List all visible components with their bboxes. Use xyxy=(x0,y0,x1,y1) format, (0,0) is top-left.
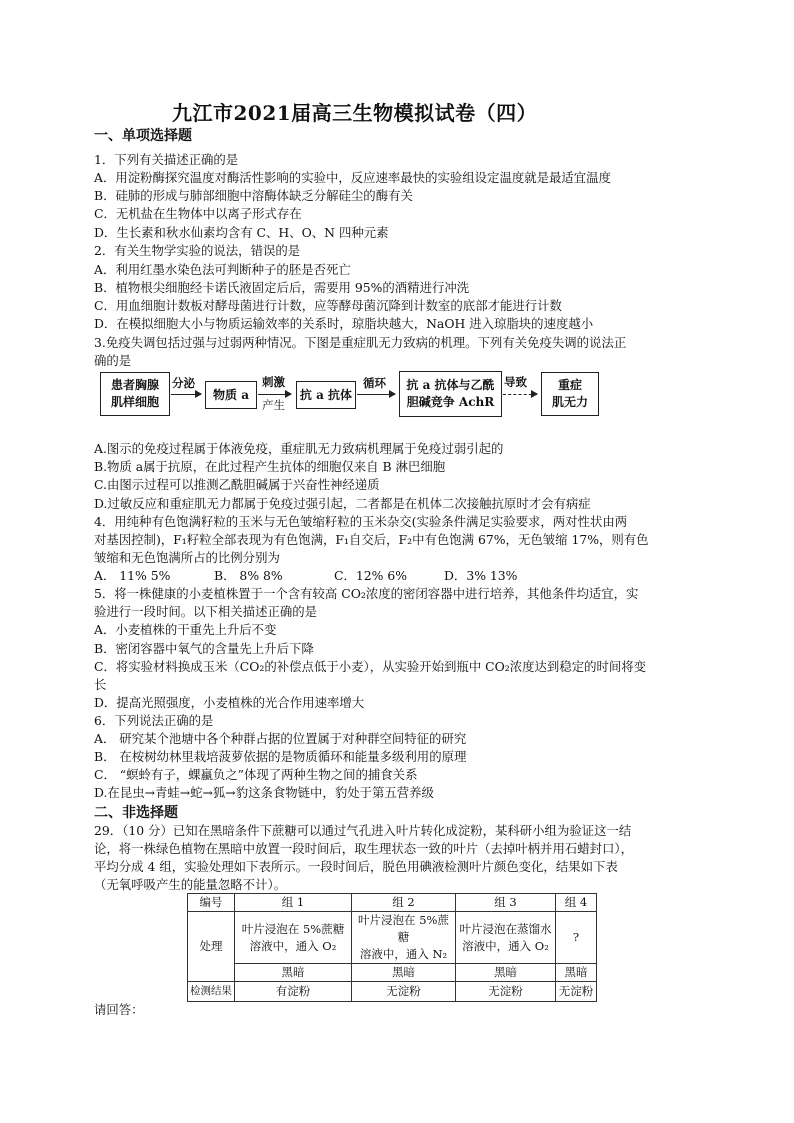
flow-arrow-4-dashed xyxy=(503,394,537,395)
table-cell: 无淀粉 xyxy=(456,982,556,1002)
section-heading-non-choice: 二、非选择题 xyxy=(94,805,178,821)
table-header-cell: 组 4 xyxy=(556,894,597,912)
table-header-cell: 组 1 xyxy=(235,894,352,912)
flow-box-thymus-cells: 患者胸腺 肌样细胞 xyxy=(100,372,170,416)
table-header-cell: 组 2 xyxy=(352,894,456,912)
q29-stem-line4: （无氧呼吸产生的能量忽略不计）。 xyxy=(94,877,287,892)
q4-stem-line2: 对基因控制)，F₁籽粒全部表现为有色饱满，F₁自交后，F₂中有色饱满 67%，无色皱缩 17%，则有色 xyxy=(94,532,649,547)
q5-option-b: B．密闭容器中氧气的含量先上升后下降 xyxy=(94,641,314,656)
q6-option-c: C． “螟蛉有子，蜾蠃负之”体现了两种生物之间的捕食关系 xyxy=(94,767,418,782)
q2-option-b: B．植物根尖细胞经卡诺氏液固定后后，需要用 95%的酒精进行冲洗 xyxy=(94,280,470,295)
flow-arrow-1 xyxy=(171,394,201,395)
page-title: 九江市2021届高三生物模拟试卷（四） xyxy=(172,101,538,125)
q5-option-c-line2: 长 xyxy=(94,677,107,692)
q1-stem: 1．下列有关描述正确的是 xyxy=(94,152,239,167)
q4-option-c: C．12% 6% xyxy=(334,568,408,583)
q4-stem-line3: 皱缩和无色饱满所占的比例分别为 xyxy=(94,550,280,565)
flow-box-myasthenia: 重症 肌无力 xyxy=(541,372,599,416)
flow-arrow-3 xyxy=(357,394,395,395)
answer-prompt: 请回答： xyxy=(94,1002,144,1017)
table-cell: 无淀粉 xyxy=(352,982,456,1002)
table-cell: 无淀粉 xyxy=(556,982,597,1002)
flow-arrow-2 xyxy=(258,394,291,395)
table-cell: 有淀粉 xyxy=(235,982,352,1002)
q6-option-d: D.在昆虫→青蛙→蛇→狐→豹这条食物链中，豹处于第五营养级 xyxy=(94,785,434,800)
table-row-label: 处理 xyxy=(188,912,235,982)
table-cell: 黑暗 xyxy=(235,964,352,982)
experiment-table xyxy=(187,893,597,1002)
table-cell: 叶片浸泡在 5%蔗糖 溶液中，通入 O₂ xyxy=(235,912,352,964)
q5-option-d: D．提高光照强度，小麦植株的光合作用速率增大 xyxy=(94,695,365,710)
flow-label-circulate: 循环 xyxy=(363,376,386,390)
flow-label-secrete: 分泌 xyxy=(172,376,195,390)
q6-stem: 6．下列说法正确的是 xyxy=(94,713,214,728)
q3-option-c: C.由图示过程可以推测乙酰胆碱属于兴奋性神经递质 xyxy=(94,477,380,492)
flow-label-stimulate: 刺激 xyxy=(262,375,285,389)
q5-option-c-line1: C．将实验材料换成玉米（CO₂的补偿点低于小麦），从实验开始到瓶中 CO₂浓度达到稳定的时间将变 xyxy=(94,659,647,674)
q3-option-d: D.过敏反应和重症肌无力都属于免疫过强引起，二者都是在机体二次接触抗原时才会有病症 xyxy=(94,496,591,511)
table-row-label: 检测结果 xyxy=(188,982,235,1002)
q5-stem-line1: 5．将一株健康的小麦植株置于一个含有较高 CO₂浓度的密闭容器中进行培养，其他条件均适宜，实 xyxy=(94,586,639,601)
table-cell: ? xyxy=(556,912,597,964)
table-cell: 叶片浸泡在蒸馏水 溶液中，通入 O₂ xyxy=(456,912,556,964)
table-row-treatment xyxy=(188,912,597,964)
q29-stem-line1: 29．（10 分）已知在黑暗条件下蔗糖可以通过气孔进入叶片转化成淀粉，某科研小组为验证这一结 xyxy=(94,823,632,838)
q4-option-a: A． 11% 5% xyxy=(94,568,171,583)
q6-option-b: B． 在桉树幼林里栽培菠萝依据的是物质循环和能量多级利用的原理 xyxy=(94,749,467,764)
q3-stem-line2: 确的是 xyxy=(94,353,132,368)
table-cell: 叶片浸泡在 5%蔗糖 溶液中，通入 N₂ xyxy=(352,912,456,964)
q2-option-a: A．利用红墨水染色法可判断种子的胚是否死亡 xyxy=(94,262,351,277)
q2-option-d: D．在模拟细胞大小与物质运输效率的关系时，琼脂块越大，NaOH 进入琼脂块的速度越小 xyxy=(94,316,594,331)
q1-option-b: B．硅肺的形成与肺部细胞中溶酶体缺乏分解硅尘的酶有关 xyxy=(94,188,413,203)
table-cell: 黑暗 xyxy=(456,964,556,982)
immune-flowchart xyxy=(100,369,600,419)
q29-stem-line2: 论，将一株绿色植物在黑暗中放置一段时间后，取生理状态一致的叶片（去掉叶柄并用石蜡封口）， xyxy=(94,841,633,856)
q4-options xyxy=(94,567,517,584)
q3-stem-line1: 3.免疫失调包括过强与过弱两种情况。下图是重症肌无力致病的机理。下列有关免疫失调的说法正 xyxy=(94,335,627,350)
table-header-cell: 组 3 xyxy=(456,894,556,912)
q2-option-c: C．用血细胞计数板对酵母菌进行计数，应等酵母菌沉降到计数室的底部才能进行计数 xyxy=(94,298,562,313)
table-cell: 黑暗 xyxy=(352,964,456,982)
q29-stem-line3: 平均分成 4 组，实验处理如下表所示。一段时间后，脱色用碘液检测叶片颜色变化，结果如下表 xyxy=(94,859,618,874)
flow-box-antibody-competes-achr: 抗 a 抗体与乙酰 胆碱竞争 AchR xyxy=(399,371,502,417)
q5-stem-line2: 验进行一段时间。以下相关描述正确的是 xyxy=(94,604,318,619)
table-cell: 黑暗 xyxy=(556,964,597,982)
section-heading-single-choice: 一、单项选择题 xyxy=(94,128,192,144)
flow-label-produce: 产生 xyxy=(262,398,285,412)
table-header-row xyxy=(188,894,597,912)
table-header-cell: 编号 xyxy=(188,894,235,912)
q1-option-d: D．生长素和秋水仙素均含有 C、H、O、N 四种元素 xyxy=(94,225,389,240)
flow-box-substance-a: 物质 a xyxy=(205,381,257,409)
q3-option-b: B.物质 a属于抗原，在此过程产生抗体的细胞仅来自 B 淋巴细胞 xyxy=(94,459,446,474)
table-row-dark xyxy=(188,964,597,982)
q5-option-a: A．小麦植株的干重先上升后不变 xyxy=(94,622,277,637)
q6-option-a: A． 研究某个池塘中各个种群占据的位置属于对种群空间特征的研究 xyxy=(94,731,467,746)
q4-option-d: D．3% 13% xyxy=(444,568,518,583)
table-row-result xyxy=(188,982,597,1002)
q1-option-c: C．无机盐在生物体中以离子形式存在 xyxy=(94,206,302,221)
q4-stem-line1: 4．用纯种有色饱满籽粒的玉米与无色皱缩籽粒的玉米杂交(实验条件满足实验要求，两对性状由两 xyxy=(94,514,628,529)
q2-stem: 2．有关生物学实验的说法，错误的是 xyxy=(94,243,301,258)
flow-label-cause: 导致 xyxy=(504,375,527,389)
q4-option-b: B． 8% 8% xyxy=(214,568,283,583)
q3-option-a: A.图示的免疫过程属于体液免疫，重症肌无力致病机理属于免疫过弱引起的 xyxy=(94,441,504,456)
q1-option-a: A．用淀粉酶探究温度对酶活性影响的实验中，反应速率最快的实验组设定温度就是最适宜温度 xyxy=(94,170,611,185)
flow-box-anti-a-antibody: 抗 a 抗体 xyxy=(296,381,356,409)
